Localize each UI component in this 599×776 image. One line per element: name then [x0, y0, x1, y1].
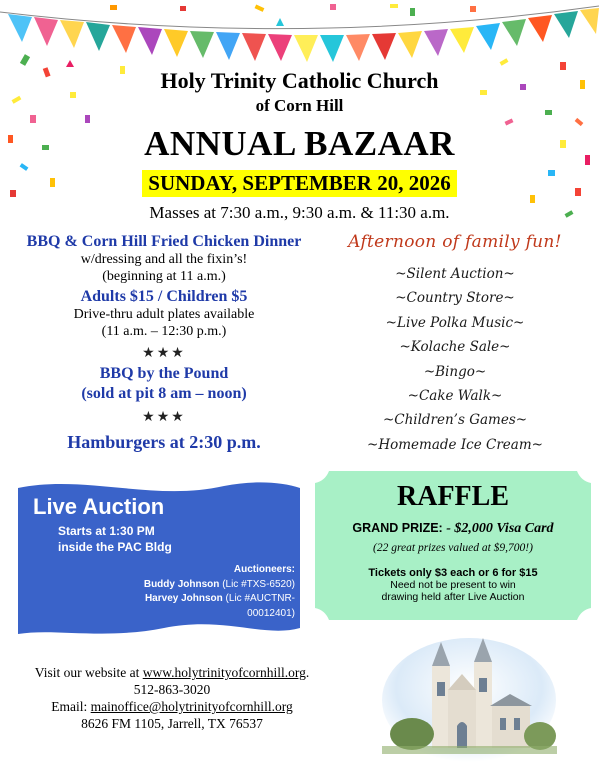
- church-name: Holy Trinity Catholic Church: [160, 68, 439, 93]
- website-line: [22, 664, 322, 681]
- auctioneers-block: [125, 563, 295, 621]
- list-item: ~Cake Walk~: [407, 388, 503, 405]
- event-date-banner: [0, 170, 599, 197]
- website-prefix: Visit our website at: [34, 665, 143, 680]
- list-item: ~Country Store~: [395, 290, 515, 307]
- auctioneer-license: (Lic #AUCTNR-: [225, 593, 295, 604]
- church-location: of Corn Hill: [255, 96, 344, 115]
- bbq-pound-time: (sold at pit 8 am – noon): [81, 385, 247, 402]
- website-suffix: .: [305, 665, 310, 680]
- event-title: ANNUAL BAZAAR: [144, 124, 455, 163]
- website-link[interactable]: www.holytrinityofcornhill.org: [142, 665, 306, 680]
- email-prefix: Email:: [51, 699, 91, 714]
- list-item: ~Children’s Games~: [382, 412, 528, 429]
- auctioneer-name: Buddy Johnson: [143, 578, 220, 590]
- family-fun-section: [320, 232, 590, 457]
- star-icon: ★★★: [142, 346, 186, 361]
- dinner-sides: w/dressing and all the fixin’s!: [80, 252, 248, 267]
- bbq-pound-title: BBQ by the Pound: [99, 365, 229, 382]
- email-link[interactable]: mainoffice@holytrinityofcornhill.org: [90, 699, 293, 714]
- auction-time-location: [58, 523, 172, 555]
- address: 8626 FM 1105, Jarrell, TX 76537: [81, 716, 263, 731]
- grand-prize-label: GRAND PRIZE:: [352, 521, 443, 535]
- list-item: ~Kolache Sale~: [399, 339, 511, 356]
- family-fun-list: [320, 262, 590, 457]
- list-item: ~Live Polka Music~: [385, 314, 525, 331]
- grand-prize: [311, 520, 595, 537]
- contact-block: [22, 664, 322, 732]
- email-line: [22, 698, 322, 715]
- phone-number: 512-863-3020: [133, 682, 211, 697]
- ticket-price: Tickets only $3 each or 6 for $15: [368, 567, 538, 579]
- auction-location: inside the PAC Bldg: [58, 540, 172, 554]
- event-date: SUNDAY, SEPTEMBER 20, 2026: [142, 170, 456, 197]
- raffle-title: RAFFLE: [397, 481, 509, 512]
- dinner-section: [14, 233, 314, 453]
- church-photo-icon: [382, 638, 557, 763]
- auction-start-time: Starts at 1:30 PM: [58, 524, 155, 538]
- grand-prize-value: - $2,000 Visa Card: [442, 521, 554, 536]
- prizes-note: (22 great prizes valued at $9,700!): [373, 542, 533, 554]
- auctioneer-name: Harvey Johnson: [144, 593, 223, 604]
- dinner-title: BBQ & Corn Hill Fried Chicken Dinner: [26, 233, 302, 250]
- dinner-start-time: (beginning at 11 a.m.): [102, 269, 226, 284]
- list-item: ~Bingo~: [423, 363, 487, 380]
- list-item: ~Silent Auction~: [395, 266, 515, 282]
- auctioneer-license: (Lic #TXS-6520): [222, 578, 295, 590]
- auctioneer-license-cont: 00012401): [247, 607, 295, 619]
- dinner-price: Adults $15 / Children $5: [80, 288, 248, 305]
- drawing-note: drawing held after Live Auction: [381, 591, 525, 603]
- raffle-tickets: [311, 567, 595, 603]
- drive-thru-time: (11 a.m. – 12:30 p.m.): [101, 324, 227, 339]
- drive-thru-note: Drive-thru adult plates available: [73, 307, 255, 322]
- auction-title: Live Auction: [33, 494, 165, 519]
- family-fun-title: Afternoon of family fun!: [348, 232, 562, 252]
- mass-times: Masses at 7:30 a.m., 9:30 a.m. & 11:30 a.m.: [149, 203, 450, 222]
- auctioneers-label: Auctioneers:: [233, 564, 295, 575]
- star-icon: ★★★: [142, 410, 186, 425]
- list-item: ~Homemade Ice Cream~: [367, 436, 543, 453]
- presence-note: Need not be present to win: [390, 579, 516, 591]
- hamburgers-time: Hamburgers at 2:30 p.m.: [67, 432, 261, 452]
